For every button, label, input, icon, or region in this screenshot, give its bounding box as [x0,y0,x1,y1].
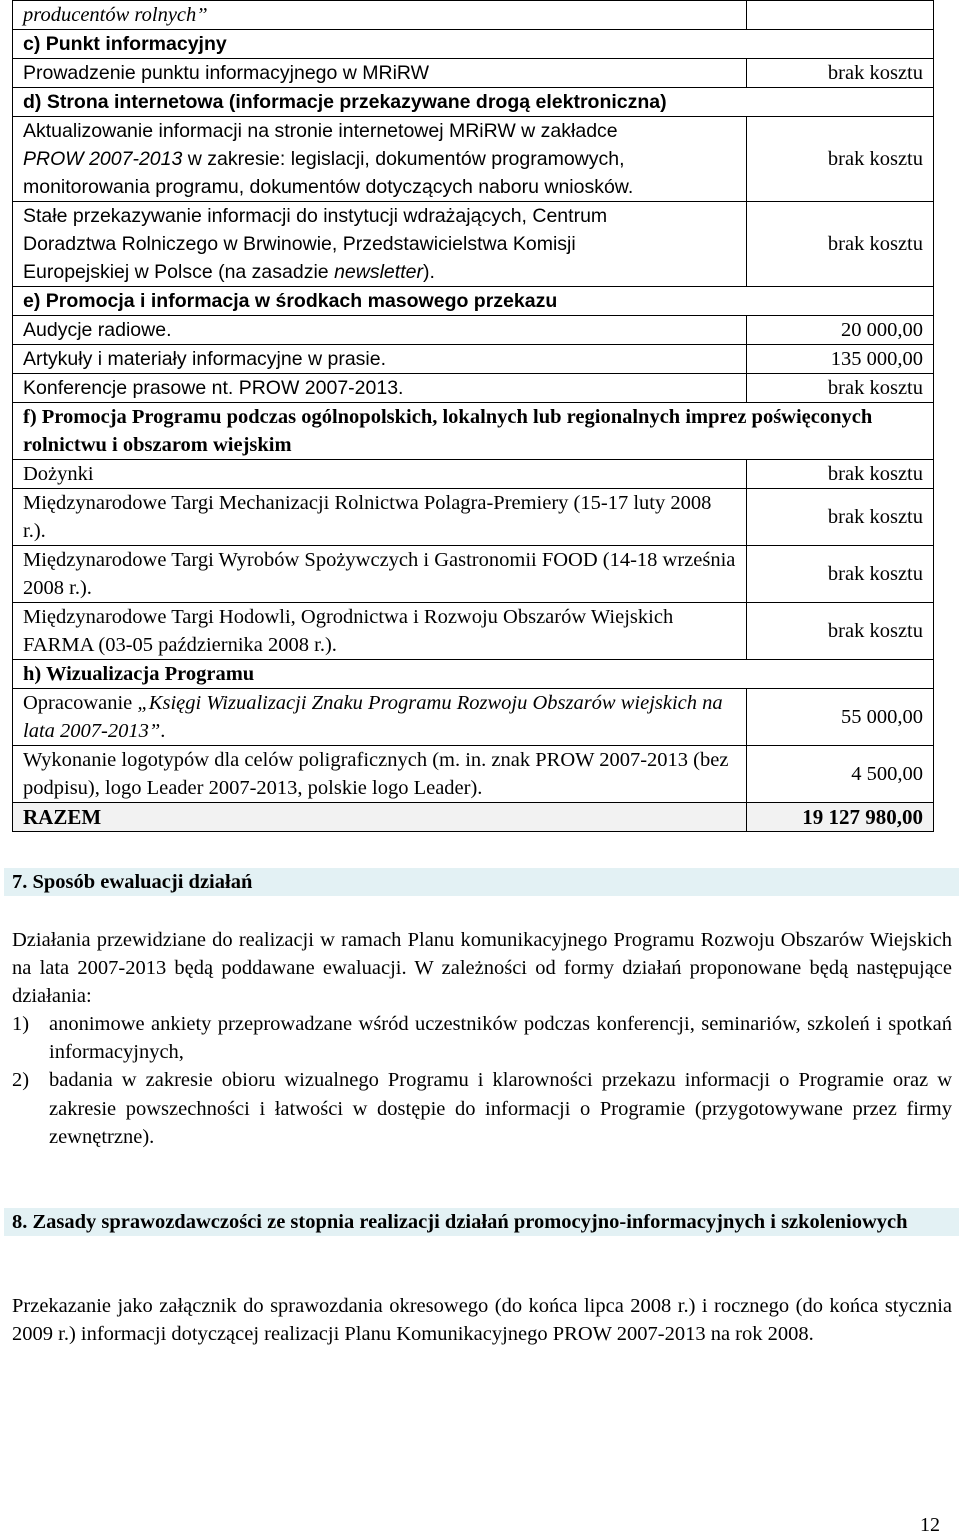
row-desc: producentów rolnych” [13,1,747,30]
row-desc [13,202,747,287]
row-desc: Konferencje prasowe nt. PROW 2007-2013. [13,374,747,403]
row-cost: 4 500,00 [747,746,934,803]
section-header-d: d) Strona internetowa (informacje przekazywane drogą elektroniczna) [13,88,934,117]
section-header-f: f) Promocja Programu podczas ogólnopolskich, lokalnych lub regionalnych imprez poświęconych rolnictwu i obszarom wiejskim [13,403,934,460]
list-text: anonimowe ankiety przeprowadzane wśród uczestników podczas konferencji, seminariów, szkoleń i spotkań informacyjnych, [49,1013,952,1064]
text-italic: PROW 2007-2013 [23,148,183,170]
row-cost [747,1,934,30]
row-cost: brak kosztu [747,59,934,88]
row-cost: brak kosztu [747,546,934,603]
table-row [13,603,934,660]
table-row [13,316,934,345]
row-cost: brak kosztu [747,489,934,546]
table-row-header [13,88,934,117]
row-cost: brak kosztu [747,603,934,660]
table-row-header [13,30,934,59]
text-line: ). [422,261,435,283]
row-desc: Artykuły i materiały informacyjne w prasie. [13,345,747,374]
section-7-paragraph: Działania przewidziane do realizacji w ramach Planu komunikacyjnego Programu Rozwoju Obszarów Wiejskich na lata 2007-2013 będą poddawane ewaluacji. W zależności od formy działań proponowane będą następujące działania: [12,929,952,1008]
table-row-header [13,403,934,460]
table-row [13,117,934,202]
row-cost: brak kosztu [747,202,934,287]
text-line: Stałe przekazywanie informacji do instytucji wdrażających, Centrum [23,205,608,227]
table-row [13,489,934,546]
row-desc [13,689,747,746]
row-cost: 20 000,00 [747,316,934,345]
row-desc: Wykonanie logotypów dla celów poligraficznych (m. in. znak PROW 2007-2013 (bez podpisu), logo Leader 2007-2013, polskie logo Leader). [13,746,747,803]
row-desc: Prowadzenie punktu informacyjnego w MRiRW [13,59,747,88]
text-line: Doradztwa Rolniczego w Brwinowie, Przedstawicielstwa Komisji [23,233,576,255]
total-cost: 19 127 980,00 [747,803,934,832]
list-text: badania w zakresie obioru wizualnego Programu i klarowności przekazu informacji o Programie oraz w zakresie powszechności i łatwości w dostępie do informacji o Programie (przygotowywane przez firmy zewnętrzne). [49,1069,952,1148]
table-row [13,1,934,30]
list-item [12,1010,952,1066]
table-row [13,460,934,489]
row-desc: Dożynki [13,460,747,489]
section-header-e: e) Promocja i informacja w środkach masowego przekazu [13,287,934,316]
table-row [13,746,934,803]
table-row-header [13,287,934,316]
table-row [13,59,934,88]
section-header-c: c) Punkt informacyjny [13,30,934,59]
text-line: Aktualizowanie informacji na stronie internetowej MRiRW w zakładce [23,120,618,142]
row-cost: 55 000,00 [747,689,934,746]
list-number: 2) [12,1069,30,1092]
row-desc [13,117,747,202]
text-line: Europejskiej w Polsce (na zasadzie [23,261,335,283]
list-item [12,1066,952,1151]
row-desc: Międzynarodowe Targi Wyrobów Spożywczych i Gastronomii FOOD (14-18 września 2008 r.). [13,546,747,603]
table-row [13,374,934,403]
text-line: monitorowania programu, dokumentów dotyczących naboru wniosków. [23,176,634,198]
page-number: 12 [920,1514,940,1536]
text-italic: „Księgi Wizualizacji Znaku Programu Rozwoju Obszarów wiejskich na lata 2007-2013” [23,692,723,742]
row-cost: brak kosztu [747,117,934,202]
table-row-header [13,660,934,689]
text-italic: newsletter [334,261,423,283]
text-line: Opracowanie [23,692,138,714]
text-line: w zakresie: legislacji, dokumentów programowych, [182,148,625,170]
table-row [13,689,934,746]
text-line: . [160,720,166,742]
row-cost: 135 000,00 [747,345,934,374]
row-desc: Międzynarodowe Targi Hodowli, Ogrodnictwa i Rozwoju Obszarów Wiejskich FARMA (03-05 października 2008 r.). [13,603,747,660]
budget-table [12,0,934,832]
section-8-heading: 8. Zasady sprawozdawczości ze stopnia realizacji działań promocyjno-informacyjnych i szkoleniowych [4,1208,959,1236]
section-7-heading: 7. Sposób ewaluacji działań [4,868,959,896]
list-number: 1) [12,1013,30,1035]
section-header-h: h) Wizualizacja Programu [13,660,934,689]
row-desc: Międzynarodowe Targi Mechanizacji Rolnictwa Polagra-Premiery (15-17 luty 2008 r.). [13,489,747,546]
total-row [13,803,934,832]
section-8-paragraph: Przekazanie jako załącznik do sprawozdania okresowego (do końca lipca 2008 r.) i rocznego (do końca stycznia 2009 r.) informacji dotyczącej realizacji Planu Komunikacyjnego PROW 2007-2013 na rok 2008. [12,1295,952,1346]
table-row [13,546,934,603]
table-row [13,345,934,374]
evaluation-list [12,1010,952,1151]
total-label: RAZEM [13,803,747,832]
table-row [13,202,934,287]
row-desc: Audycje radiowe. [13,316,747,345]
row-cost: brak kosztu [747,374,934,403]
row-cost: brak kosztu [747,460,934,489]
